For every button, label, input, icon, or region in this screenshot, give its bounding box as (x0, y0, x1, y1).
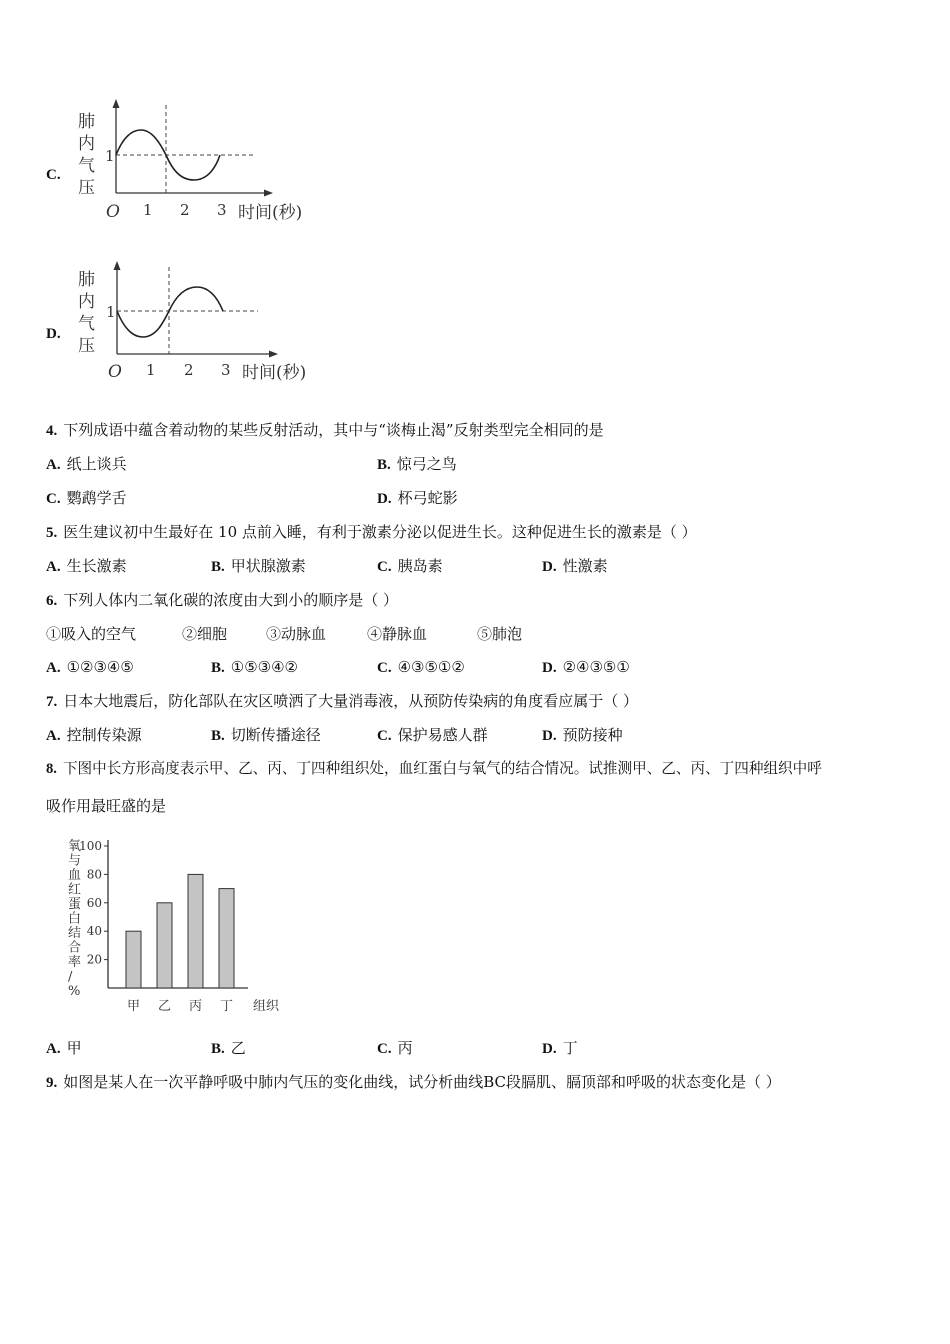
option-a[interactable] (46, 725, 142, 746)
option-label: C. (377, 1041, 392, 1057)
option-b[interactable] (211, 1038, 246, 1059)
y-label-char: 率 (68, 955, 82, 970)
y-tick-label: 60 (86, 895, 102, 910)
y-label-char: 合 (68, 940, 82, 956)
question-9 (46, 1072, 781, 1093)
question-text: 日本大地震后，防化部队在灾区喷洒了大量消毒液，从预防传染病的角度看应属于（ ） (63, 692, 639, 710)
option-text: 杯弓蛇影 (397, 489, 458, 507)
category-label: 丁 (219, 999, 234, 1014)
option-label: C. (377, 728, 392, 744)
item: ④静脉血 (367, 625, 428, 643)
y-label-char: 白 (68, 911, 82, 927)
y-label-char: / (68, 969, 73, 985)
y-tick-label: 100 (79, 839, 102, 853)
option-a[interactable] (46, 556, 127, 577)
pressure-curve (117, 287, 223, 337)
x-axis-arrow (264, 190, 273, 197)
x-tick: 3 (217, 201, 227, 219)
question-number: 9. (46, 1075, 58, 1091)
option-text: 性激素 (562, 557, 608, 575)
y-label-char: 蛋 (68, 897, 82, 912)
option-c-graph-label (46, 164, 67, 185)
question-number: 6. (46, 593, 58, 609)
option-c[interactable] (377, 657, 465, 678)
x-tick: 2 (180, 201, 190, 219)
option-label: C. (377, 559, 392, 575)
option-label: D. (542, 728, 557, 744)
y-label-char: 压 (78, 178, 95, 198)
y-label-char: 气 (78, 156, 95, 176)
item: ②细胞 (182, 625, 228, 643)
bar (126, 931, 141, 988)
question-8-line-2: 吸作用最旺盛的是 (46, 797, 167, 815)
item: ③动脉血 (266, 625, 327, 643)
y-label-char: 肺 (78, 270, 95, 290)
option-c[interactable] (46, 488, 127, 509)
x-axis-arrow (269, 351, 278, 358)
y-label-char: 与 (68, 853, 82, 869)
x-axis-label: 组织 (253, 999, 280, 1014)
option-label: B. (211, 1041, 225, 1057)
option-c[interactable] (377, 1038, 413, 1059)
x-axis-label: 时间(秒) (238, 203, 303, 223)
option-text: 惊弓之鸟 (396, 455, 457, 473)
y-label-char: 氧 (68, 839, 82, 854)
tick-one: 1 (106, 303, 116, 321)
question-number: 7. (46, 694, 58, 710)
x-tick: 1 (146, 361, 156, 379)
option-text: 鹦鹉学舌 (66, 489, 127, 507)
question-6 (46, 590, 398, 611)
tick-one: 1 (105, 147, 115, 165)
bar (188, 874, 203, 988)
option-d[interactable] (542, 725, 623, 746)
x-tick: 3 (221, 361, 231, 379)
category-label: 乙 (157, 999, 172, 1014)
option-text: 乙 (230, 1039, 246, 1057)
oxygen-binding-bar-chart (62, 832, 292, 1022)
y-tick-label: 80 (86, 867, 102, 882)
y-label-char: 内 (78, 134, 95, 154)
option-b[interactable] (211, 657, 298, 678)
y-label-char: 气 (78, 314, 95, 334)
question-number: 4. (46, 423, 58, 439)
option-text: ②④③⑤① (562, 658, 630, 676)
option-c[interactable] (377, 556, 443, 577)
option-text: ①⑤③④② (230, 658, 299, 676)
option-a[interactable] (46, 657, 134, 678)
option-a[interactable] (46, 1038, 82, 1059)
question-number: 5. (46, 525, 58, 541)
option-text: 预防接种 (562, 726, 623, 744)
option-label: D. (46, 326, 61, 342)
option-label: C. (377, 660, 392, 676)
y-label-char: 结 (68, 926, 82, 941)
y-axis-label (68, 839, 81, 999)
pressure-graph-d (68, 255, 333, 385)
y-label-char: 压 (78, 336, 95, 356)
question-number: 8. (46, 761, 57, 777)
y-label-char: 血 (68, 868, 82, 883)
option-label: D. (542, 559, 557, 575)
option-a[interactable] (46, 454, 127, 475)
option-label: A. (46, 457, 61, 473)
x-tick: 2 (184, 361, 194, 379)
option-label: C. (46, 491, 61, 507)
bar (219, 889, 234, 988)
item: ①吸入的空气 (46, 625, 137, 643)
question-5 (46, 522, 697, 543)
option-d[interactable] (542, 1038, 578, 1059)
option-text: 甲 (66, 1039, 82, 1057)
y-label-char: 红 (68, 882, 82, 898)
option-text: ④③⑤①② (397, 658, 465, 676)
category-label: 甲 (126, 999, 141, 1014)
option-text: 生长激素 (66, 557, 127, 575)
option-b[interactable] (211, 725, 321, 746)
option-label: A. (46, 728, 61, 744)
option-label: D. (542, 1041, 557, 1057)
option-d[interactable] (542, 657, 630, 678)
option-d[interactable] (377, 488, 458, 509)
y-label-char: 肺 (78, 112, 95, 132)
option-label: B. (211, 660, 225, 676)
option-label: A. (46, 1041, 61, 1057)
category-label: 丙 (188, 999, 203, 1014)
question-text: 下列人体内二氧化碳的浓度由大到小的顺序是（ ） (63, 591, 399, 609)
option-label: D. (542, 660, 557, 676)
question-7 (46, 691, 638, 712)
question-text: 下列成语中蕴含着动物的某些反射活动，其中与“谈梅止渴”反射类型完全相同的是 (63, 421, 604, 439)
option-label: D. (377, 491, 392, 507)
option-text: 甲状腺激素 (230, 557, 306, 575)
y-label-char: 内 (78, 292, 95, 312)
item: ⑤肺泡 (477, 625, 523, 643)
origin-label: O (108, 362, 122, 382)
option-text: 控制传染源 (66, 726, 142, 744)
question-text: 如图是某人在一次平静呼吸中肺内气压的变化曲线，试分析曲线BC段膈肌、膈顶部和呼吸的状态变化是（ ） (63, 1073, 781, 1091)
x-axis-label: 时间(秒) (242, 363, 307, 383)
y-label-char: % (68, 984, 81, 999)
origin-label: O (106, 202, 120, 222)
option-text: 胰岛素 (397, 557, 443, 575)
question-text: 医生建议初中生最好在 10 点前入睡，有利于激素分泌以促进生长。这种促进生长的激素是（ ） (63, 523, 697, 541)
bar (157, 903, 172, 988)
option-text: ①②③④⑤ (66, 658, 134, 676)
y-axis-arrow (113, 99, 120, 108)
option-b[interactable] (211, 556, 306, 577)
option-label: B. (377, 457, 391, 473)
y-tick-label: 40 (86, 924, 102, 939)
option-text: 切断传播途径 (230, 726, 321, 744)
question-4 (46, 420, 604, 441)
bars (126, 874, 234, 988)
y-axis-arrow (114, 261, 121, 270)
option-b[interactable] (377, 454, 457, 475)
option-c[interactable] (377, 725, 488, 746)
option-text: 丁 (562, 1039, 578, 1057)
x-tick: 1 (143, 201, 153, 219)
option-text: 保护易感人群 (397, 726, 488, 744)
question-8 (46, 759, 822, 779)
option-text: 纸上谈兵 (66, 455, 127, 473)
x-categories (127, 999, 233, 1014)
option-text: 丙 (397, 1039, 413, 1057)
option-d-graph-label (46, 323, 67, 344)
y-tick-label: 20 (86, 952, 102, 967)
option-label: A. (46, 660, 61, 676)
option-label: C. (46, 167, 61, 183)
option-label: B. (211, 559, 225, 575)
option-label: B. (211, 728, 225, 744)
question-text: 下图中长方形高度表示甲、乙、丙、丁四种组织处，血红蛋白与氧气的结合情况。试推测甲、乙、丙、丁四种组织中呼 (62, 760, 822, 777)
option-d[interactable] (542, 556, 608, 577)
y-ticks (79, 839, 108, 967)
pressure-graph-c (68, 95, 328, 225)
option-label: A. (46, 559, 61, 575)
